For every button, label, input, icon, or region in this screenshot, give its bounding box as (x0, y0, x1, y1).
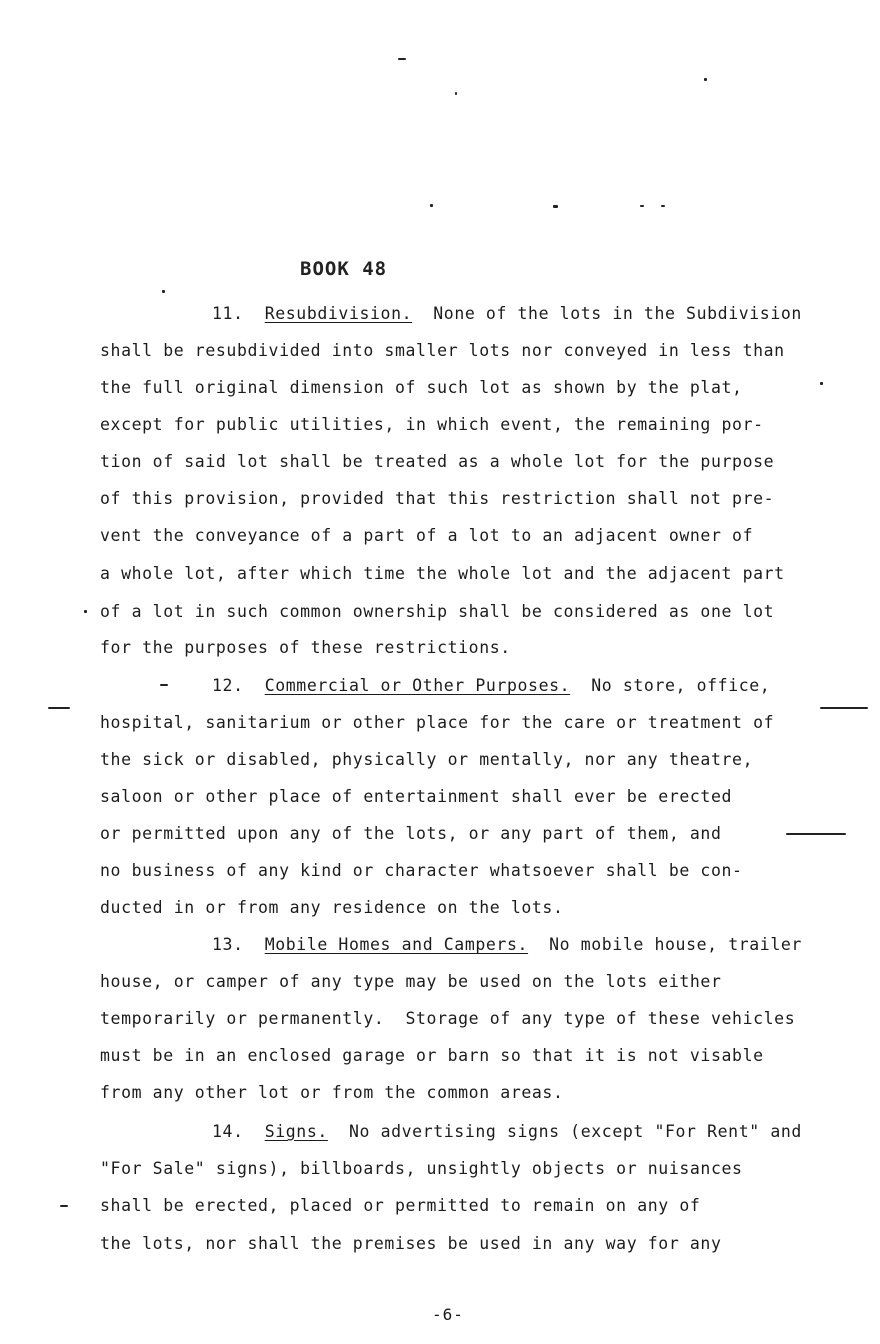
paragraph-line: hospital, sanitarium or other place for the care or treatment of (100, 713, 775, 732)
paragraph-heading: Commercial or Other Purposes. (264, 676, 571, 695)
paragraph-line: of this provision, provided that this restriction shall not pre- (100, 489, 775, 508)
paragraph-text: No advertising signs (except "For Rent" and (348, 1122, 802, 1141)
paragraph-line: the sick or disabled, physically or mentally, nor any theatre, (100, 750, 754, 769)
paragraph-12-first-line (212, 676, 770, 695)
paragraph-line: no business of any kind or character whatsoever shall be con- (100, 861, 743, 880)
paragraph-line: ducted in or from any residence on the lots. (100, 898, 564, 917)
scan-speck (430, 204, 433, 207)
paragraph-heading: Signs. (264, 1122, 328, 1141)
paragraph-line: for the purposes of these restrictions. (100, 638, 511, 657)
paragraph-text: No store, office, (591, 676, 771, 695)
paragraph-13-first-line (212, 935, 802, 954)
book-page-stamp: BOOK 48 (300, 258, 388, 280)
paragraph-line: shall be resubdivided into smaller lots nor conveyed in less than (100, 341, 785, 360)
scan-speck (455, 92, 457, 95)
paragraph-11-first-line (212, 304, 802, 323)
paragraph-line: tion of said lot shall be treated as a whole lot for the purpose (100, 452, 775, 471)
scan-speck (48, 707, 70, 709)
paragraph-line: vent the conveyance of a part of a lot to an adjacent owner of (100, 526, 754, 545)
paragraph-text: None of the lots in the Subdivision (433, 304, 802, 323)
scan-speck (786, 833, 846, 835)
scan-speck (160, 684, 168, 686)
paragraph-line: the full original dimension of such lot as shown by the plat, (100, 378, 743, 397)
paragraph-line: temporarily or permanently. Storage of any type of these vehicles (100, 1009, 796, 1028)
paragraph-line: from any other lot or from the common areas. (100, 1083, 564, 1102)
scan-speck (640, 205, 644, 207)
paragraph-number: 13. (212, 935, 244, 954)
paragraph-line: shall be erected, placed or permitted to remain on any of (100, 1196, 701, 1215)
paragraph-number: 14. (212, 1122, 244, 1141)
paragraph-text: No mobile house, trailer (549, 935, 802, 954)
scan-speck (820, 707, 868, 709)
paragraph-line: except for public utilities, in which event, the remaining por- (100, 415, 764, 434)
paragraph-line: "For Sale" signs), billboards, unsightly objects or nuisances (100, 1159, 743, 1178)
paragraph-line: or permitted upon any of the lots, or any part of them, and (100, 824, 722, 843)
scan-speck (84, 610, 87, 613)
scan-speck (704, 78, 707, 81)
paragraph-line: house, or camper of any type may be used on the lots either (100, 972, 722, 991)
paragraph-14-first-line (212, 1122, 802, 1141)
scan-speck (60, 1205, 68, 1207)
paragraph-line: a whole lot, after which time the whole lot and the adjacent part (100, 564, 785, 583)
scan-speck (820, 382, 823, 385)
paragraph-line: must be in an enclosed garage or barn so that it is not visable (100, 1046, 764, 1065)
paragraph-heading: Mobile Homes and Campers. (264, 935, 529, 954)
scan-speck (398, 58, 406, 60)
paragraph-line: saloon or other place of entertainment shall ever be erected (100, 787, 733, 806)
paragraph-line: of a lot in such common ownership shall be considered as one lot (100, 602, 775, 621)
paragraph-number: 11. (212, 304, 244, 323)
paragraph-line: the lots, nor shall the premises be used in any way for any (100, 1234, 722, 1253)
scan-speck (553, 205, 558, 208)
paragraph-number: 12. (212, 676, 244, 695)
scan-speck (661, 205, 665, 207)
page-number: -6- (432, 1305, 464, 1324)
paragraph-heading: Resubdivision. (264, 304, 413, 323)
scan-speck (162, 290, 165, 293)
